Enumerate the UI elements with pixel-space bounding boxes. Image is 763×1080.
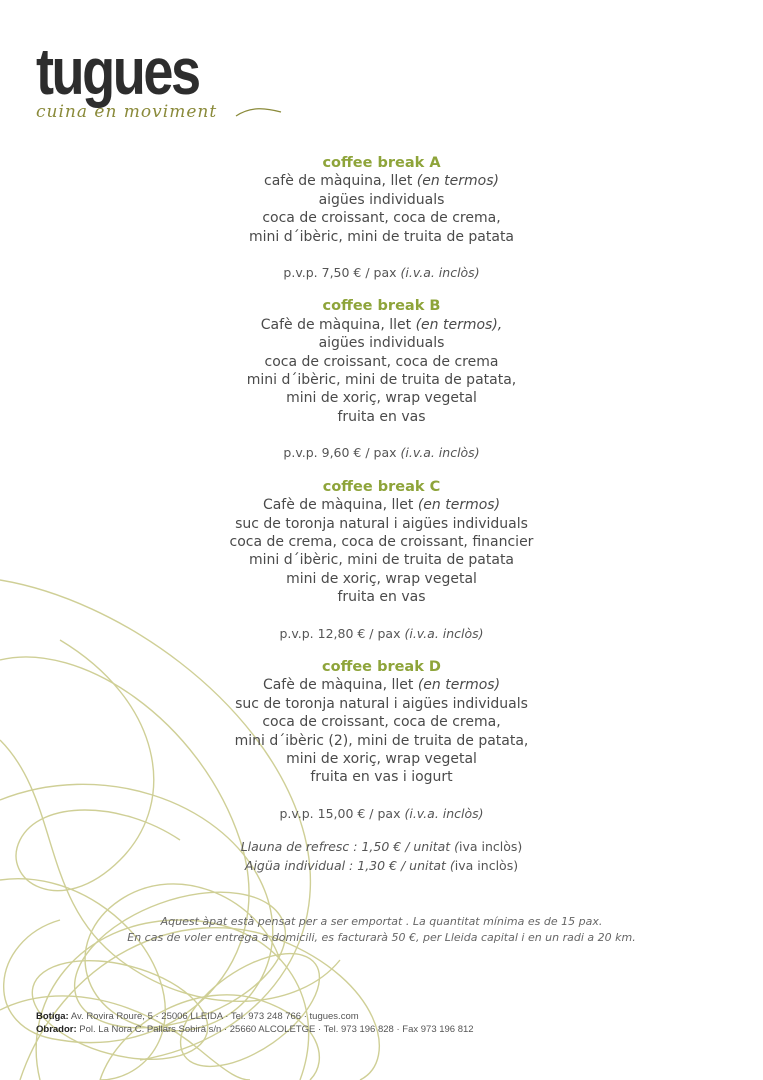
section-title: coffee break B — [322, 298, 441, 315]
extra-vat: iva inclòs) — [459, 839, 523, 855]
menu-item-text: cafè de màquina, llet — [264, 173, 417, 190]
menu-list — [0, 154, 763, 875]
menu-item-text: suc de toronja natural i aigües individuals — [235, 515, 528, 532]
section-title: coffee break C — [322, 478, 441, 495]
menu-item-text: mini d´ibèric, mini de truita de patata — [248, 552, 515, 569]
menu-item — [0, 551, 763, 569]
menu-item-text: Cafè de màquina, llet — [260, 316, 416, 333]
coffee-break-section — [0, 297, 763, 462]
section-price — [0, 625, 763, 643]
price-value: p.v.p. 7,50 € / pax — [283, 265, 397, 281]
menu-item — [0, 588, 763, 606]
menu-item-text: Cafè de màquina, llet — [262, 677, 418, 694]
price-value: p.v.p. 9,60 € / pax — [283, 445, 397, 461]
menu-item-text: mini d´ibèric, mini de truita de patata, — [246, 372, 517, 389]
menu-item — [0, 334, 763, 352]
menu-item-text: Cafè de màquina, llet — [262, 497, 418, 514]
coffee-break-section — [0, 478, 763, 643]
menu-item-note: (en termos), — [415, 316, 503, 333]
extra-vat: iva inclòs) — [454, 857, 519, 873]
menu-item — [0, 209, 763, 227]
menu-item-text: fruita en vas — [337, 408, 426, 425]
menu-item — [0, 515, 763, 533]
menu-item — [0, 676, 763, 694]
menu-item-note: (en termos) — [417, 497, 501, 514]
notice-line: Aquest àpat està pensat per a ser emportat . La quantitat mínima es de 15 pax. — [160, 915, 603, 928]
menu-item — [0, 228, 763, 246]
logo-wordmark: tugues — [36, 34, 199, 108]
vat-note: (i.v.a. inclòs) — [400, 445, 480, 461]
price-value: p.v.p. 15,00 € / pax — [279, 805, 401, 821]
menu-item — [0, 750, 763, 768]
vat-note: (i.v.a. inclòs) — [400, 265, 480, 281]
menu-item-text: mini d´ibèric (2), mini de truita de patata, — [234, 732, 529, 749]
menu-item-note: (en termos) — [416, 173, 499, 190]
vat-note: (i.v.a. inclòs) — [404, 805, 484, 821]
menu-item-text: aigües individuals — [318, 191, 445, 208]
menu-item-text: mini de xoriç, wrap vegetal — [286, 570, 477, 587]
shop-text: Av. Rovira Roure, 5 · 25006 LLEIDA · Tel. 973 248 766 · tugues.com — [68, 1011, 359, 1022]
section-title: coffee break D — [322, 658, 441, 675]
section-price — [0, 444, 763, 462]
menu-item-text: coca de croissant, coca de crema, — [262, 210, 501, 227]
menu-item — [0, 496, 763, 514]
menu-item-text: aigües individuals — [318, 335, 445, 352]
price-value: p.v.p. 12,80 € / pax — [279, 625, 401, 641]
section-price — [0, 264, 763, 282]
workshop-text: Pol. La Nora C. Pallars Sobirà s/n · 25660 ALCOLETGE · Tel. 973 196 828 · Fax 973 196 812 — [76, 1024, 474, 1035]
menu-item-text: mini de xoriç, wrap vegetal — [286, 390, 477, 407]
menu-item — [0, 316, 763, 334]
menu-item-note: (en termos) — [417, 677, 501, 694]
menu-item — [0, 371, 763, 389]
menu-item-text: coca de croissant, coca de crema — [264, 353, 499, 370]
extra-price: Aigüa individual : 1,30 € / unitat ( — [244, 857, 455, 873]
coffee-break-section — [0, 154, 763, 282]
menu-item-text: mini d´ibèric, mini de truita de patata — [248, 228, 515, 245]
coffee-break-section — [0, 658, 763, 823]
menu-item — [0, 408, 763, 426]
brand-logo — [36, 34, 234, 122]
menu-item — [0, 768, 763, 786]
order-notice — [0, 914, 763, 946]
menu-item — [0, 570, 763, 588]
menu-item — [0, 389, 763, 407]
menu-item-text: coca de crema, coca de croissant, financier — [229, 533, 534, 550]
menu-item-text: mini de xoriç, wrap vegetal — [286, 750, 477, 767]
shop-label: Botiga: — [36, 1011, 69, 1022]
section-price — [0, 805, 763, 823]
shop-address — [36, 1010, 474, 1023]
vat-note: (i.v.a. inclòs) — [404, 625, 484, 641]
menu-item — [0, 732, 763, 750]
menu-item — [0, 695, 763, 713]
workshop-label: Obrador: — [36, 1024, 77, 1035]
workshop-address — [36, 1023, 474, 1036]
extras-list — [0, 838, 763, 875]
contact-footer — [36, 1010, 474, 1036]
menu-item — [0, 353, 763, 371]
menu-item-text: fruita en vas — [337, 589, 426, 606]
extra-item — [0, 838, 763, 856]
extra-item — [0, 857, 763, 875]
menu-item-text: fruita en vas i iogurt — [310, 769, 453, 786]
extra-price: Llauna de refresc : 1,50 € / unitat ( — [240, 839, 460, 855]
logo-tagline: cuina en moviment — [36, 102, 218, 122]
menu-item — [0, 191, 763, 209]
menu-item-text: coca de croissant, coca de crema, — [262, 714, 501, 731]
menu-item-text: suc de toronja natural i aigües individuals — [235, 695, 528, 712]
menu-item — [0, 172, 763, 190]
menu-item — [0, 533, 763, 551]
menu-item — [0, 713, 763, 731]
section-title: coffee break A — [322, 155, 441, 171]
notice-line: En cas de voler entrega a domicili, es facturarà 50 €, per Lleida capital i en un radi a 20 km. — [127, 931, 636, 944]
